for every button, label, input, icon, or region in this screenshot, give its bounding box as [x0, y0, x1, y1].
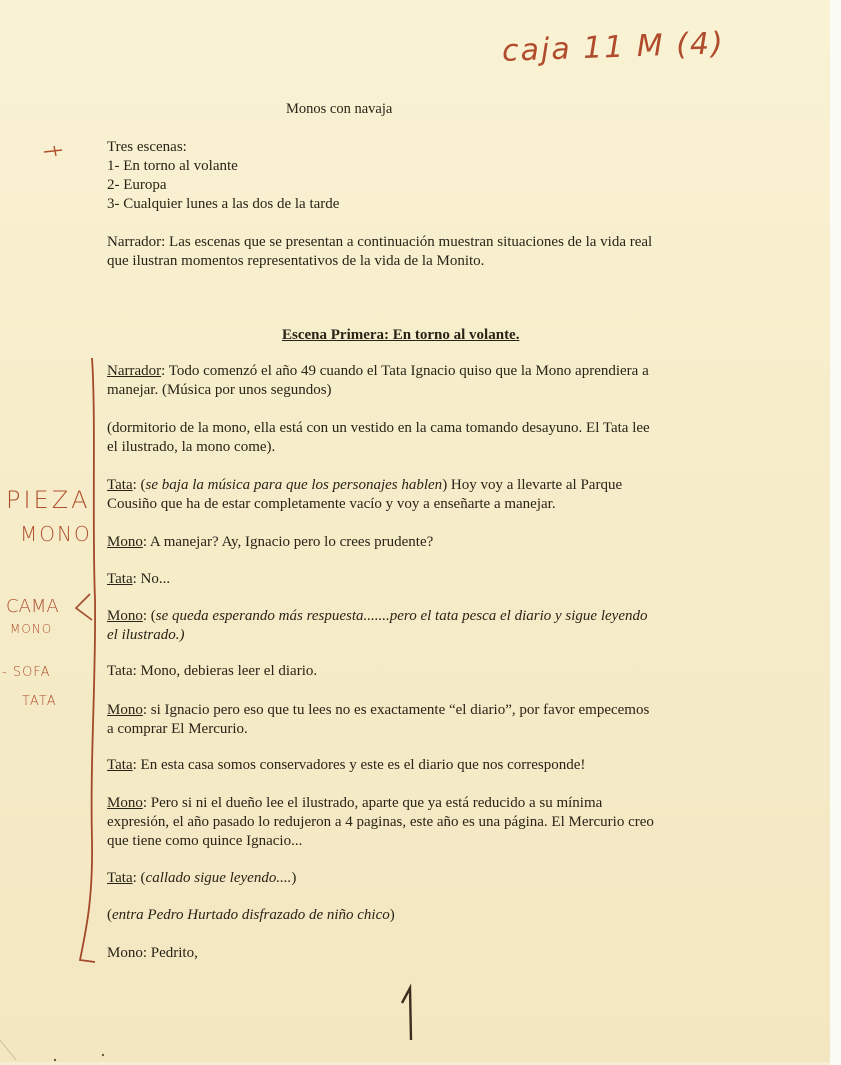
speaker: Tata — [107, 571, 133, 587]
scene-list-item: 1- En torno al volante — [107, 158, 238, 174]
dialogue-line: manejar. (Música por unos segundos) — [107, 382, 332, 398]
speaker: Tata — [107, 870, 133, 886]
margin-note: TATA — [22, 694, 57, 709]
stage-direction: (dormitorio de la mono, ella está con un vestido en la cama tomando desayuno. El Tata lee — [107, 420, 650, 436]
dialogue-line: Tata: (callado sigue leyendo....) — [107, 870, 297, 886]
dialogue-line: Tata: Mono, debieras leer el diario. — [107, 663, 318, 679]
scene-heading: Escena Primera: En torno al volante. — [282, 327, 520, 343]
narrator-intro-line2: que ilustran momentos representativos de la vida de la Monito. — [107, 253, 485, 269]
speaker: Narrador — [107, 234, 162, 250]
speaker: Mono — [107, 702, 143, 718]
dialogue-line: expresión, el año pasado lo redujeron a 4 paginas, este año es una página. El Mercurio creo — [107, 814, 654, 830]
dialogue-line: Mono: Pero si ni el dueño lee el ilustrado, aparte que ya está reducido a su mínima — [107, 795, 603, 811]
dialogue-line: Mono: (se queda esperando más respuesta.......pero el tata pesca el diario y sigue leyendo — [107, 608, 648, 624]
speaker: Mono — [107, 795, 143, 811]
page-number — [400, 988, 401, 989]
scene-list-item: 3- Cualquier lunes a las dos de la tarde — [107, 196, 340, 212]
margin-note: MONO — [10, 622, 53, 636]
dialogue-line: Mono: Pedrito, — [107, 945, 198, 961]
dialogue-line: Mono: A manejar? Ay, Ignacio pero lo crees prudente? — [107, 534, 434, 550]
margin-note: MONO — [20, 522, 92, 546]
margin-tick — [44, 146, 62, 156]
page-title: Monos con navaja — [286, 101, 393, 117]
speaker: Narrador — [107, 363, 162, 379]
dialogue-line: a comprar El Mercurio. — [107, 721, 248, 737]
dialogue-line: Tata: En esta casa somos conservadores y este es el diario que nos corresponde! — [107, 757, 586, 773]
speaker: Tata — [107, 477, 133, 493]
margin-note: - SOFA — [2, 665, 51, 680]
speaker: Mono — [107, 534, 143, 550]
scene-list-item: 2- Europa — [107, 177, 167, 193]
speaker: Tata — [107, 757, 133, 773]
narrator-intro-line1: Narrador: Las escenas que se presentan a continuación muestran situaciones de la vida real — [107, 234, 653, 250]
scenes-label: Tres escenas: — [107, 139, 187, 155]
stage-direction: el ilustrado, la mono come). — [107, 439, 276, 455]
margin-bracket — [80, 358, 95, 962]
margin-note: CAMA — [6, 596, 59, 617]
dialogue-line: Cousiño que ha de estar completamente vacío y voy a enseñarte a manejar. — [107, 496, 556, 512]
dialogue-line: Tata: (se baja la música para que los personajes hablen) Hoy voy a llevarte al Parque — [107, 477, 623, 493]
margin-note: PIEZA — [6, 486, 91, 514]
bracket-pointer — [76, 594, 92, 620]
speaker: Mono — [107, 608, 143, 624]
dialogue-line: Mono: si Ignacio pero eso que tu lees no es exactamente “el diario”, por favor empecemos — [107, 702, 650, 718]
dialogue-line: que tiene como quince Ignacio... — [107, 833, 303, 849]
archive-box-note: caja 11 M (4) — [501, 26, 726, 69]
page-number-stroke — [402, 988, 411, 1040]
stage-direction: (entra Pedro Hurtado disfrazado de niño chico) — [107, 907, 395, 923]
dialogue-line: Tata: No... — [107, 571, 171, 587]
dialogue-line: Narrador: Todo comenzó el año 49 cuando el Tata Ignacio quiso que la Mono aprendiera a — [107, 363, 649, 379]
dialogue-line: el ilustrado.) — [107, 627, 185, 643]
